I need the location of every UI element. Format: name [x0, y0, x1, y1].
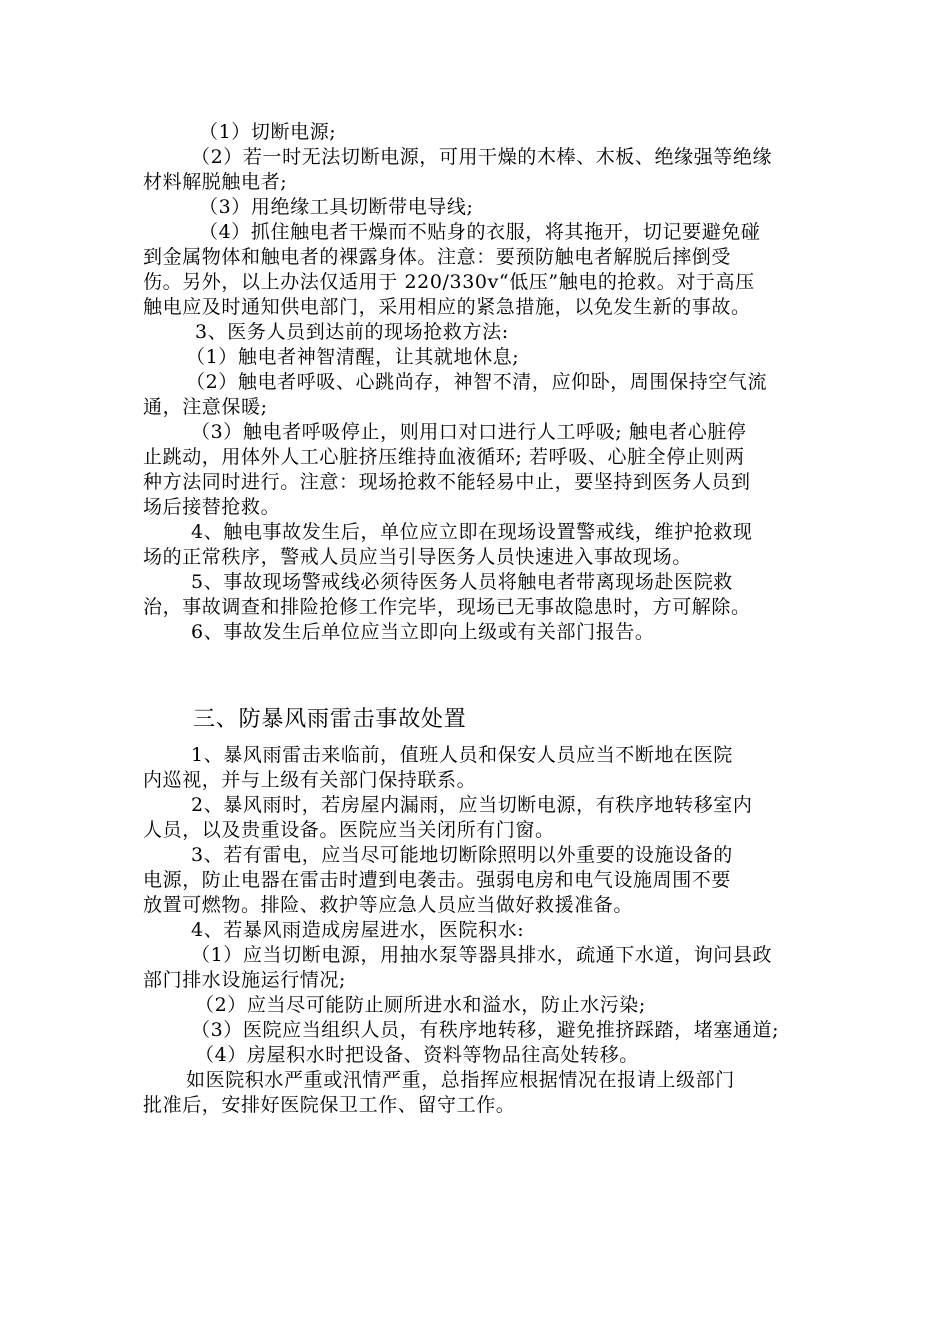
paragraph-line: 4、若暴风雨造成房屋进水，医院积水:	[191, 919, 525, 941]
paragraph-line: 电源，防止电器在雷击时遭到电袭击。强弱电房和电气设施周围不要	[143, 869, 732, 891]
paragraph-line: 场后接替抢救。	[143, 496, 281, 518]
paragraph-line: 部门排水设施运行情况;	[143, 969, 347, 991]
paragraph-line: 3、若有雷电，应当尽可能地切断除照明以外重要的设施设备的	[191, 844, 733, 866]
paragraph-line: 止跳动，用体外人工心脏挤压维持血液循环; 若呼吸、心脏全停止则两	[143, 446, 745, 468]
paragraph-line: （3）医院应当组织人员，有秩序地转移，避免推挤踩踏，堵塞通道;	[191, 1019, 780, 1041]
paragraph-line: 批准后，安排好医院保卫工作、留守工作。	[143, 1094, 516, 1116]
paragraph-line: （2）应当尽可能防止厕所进水和溢水，防止水污染;	[195, 994, 646, 1016]
paragraph-line: 触电应及时通知供电部门，采用相应的紧急措施，以免发生新的事故。	[143, 296, 751, 318]
paragraph-line: （4）抓住触电者干燥而不贴身的衣服，将其拖开，切记要避免碰	[199, 221, 761, 243]
section-heading: 三、防暴风雨雷击事故处置	[193, 707, 467, 732]
storm-lightning-procedure-section	[143, 743, 813, 1118]
paragraph-line: 通，注意保暖;	[143, 396, 268, 418]
paragraph-line: 治，事故调查和排险抢修工作完毕，现场已无事故隐患时，方可解除。	[143, 596, 751, 618]
paragraph-line: （1）触电者神智清醒，让其就地休息;	[186, 346, 520, 368]
paragraph-line: 材料解脱触电者;	[143, 171, 288, 193]
paragraph-line: （1）应当切断电源，用抽水泵等器具排水，疏通下水道，询问县政	[191, 944, 773, 966]
electric-shock-procedure-section	[143, 120, 813, 645]
paragraph-line: （3）触电者呼吸停止，则用口对口进行人工呼吸; 触电者心脏停	[191, 421, 747, 443]
paragraph-line: （4）房屋积水时把设备、资料等物品往高处转移。	[195, 1044, 639, 1066]
paragraph-line: 2、暴风雨时，若房屋内漏雨，应当切断电源，有秩序地转移室内	[191, 794, 753, 816]
paragraph-line: 人员，以及贵重设备。医院应当关闭所有门窗。	[143, 819, 555, 841]
paragraph-line: 3、医务人员到达前的现场抢救方法:	[195, 321, 509, 343]
paragraph-line: 5、事故现场警戒线必须待医务人员将触电者带离现场赴医院救	[191, 571, 733, 593]
paragraph-line: 伤。另外，以上办法仅适用于 220/330v“低压”触电的抢救。对于高压	[143, 271, 755, 293]
paragraph-line: 6、事故发生后单位应当立即向上级或有关部门报告。	[191, 621, 655, 643]
paragraph-line: 场的正常秩序，警戒人员应当引导医务人员快速进入事故现场。	[143, 546, 692, 568]
paragraph-line: 放置可燃物。排险、救护等应急人员应当做好救援准备。	[143, 894, 634, 916]
paragraph-line: 如医院积水严重或汛情严重，总指挥应根据情况在报请上级部门	[186, 1069, 735, 1091]
paragraph-line: 到金属物体和触电者的裸露身体。注意：要预防触电者解脱后摔倒受	[143, 246, 732, 268]
paragraph-line: （2）触电者呼吸、心跳尚存，神智不清，应仰卧，周围保持空气流	[186, 371, 768, 393]
paragraph-line: （3）用绝缘工具切断带电导线;	[199, 196, 474, 218]
paragraph-line: 内巡视，并与上级有关部门保持联系。	[143, 769, 477, 791]
paragraph-line: 4、触电事故发生后，单位应立即在现场设置警戒线，维护抢救现	[191, 521, 753, 543]
paragraph-line: （1）切断电源;	[199, 121, 337, 143]
paragraph-line: 种方法同时进行。注意：现场抢救不能轻易中止，要坚持到医务人员到	[143, 471, 751, 493]
paragraph-line: 1、暴风雨雷击来临前，值班人员和保安人员应当不断地在医院	[191, 744, 733, 766]
paragraph-line: （2）若一时无法切断电源，可用干燥的木棒、木板、绝缘强等绝缘	[191, 146, 773, 168]
